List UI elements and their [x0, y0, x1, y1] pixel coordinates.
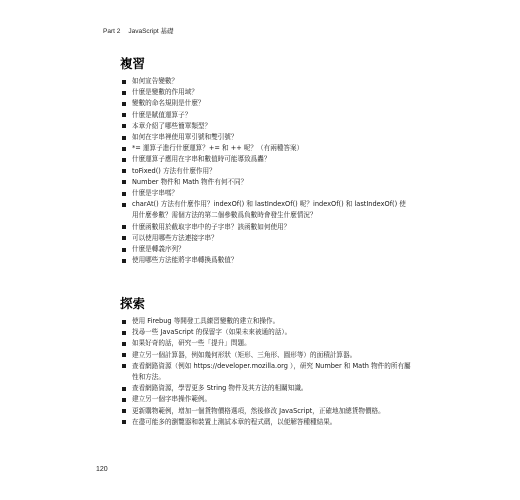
square-bullet-icon [122, 342, 126, 346]
explore-heading: 探索 [120, 296, 146, 311]
explore-section [120, 296, 412, 428]
review-item [132, 98, 412, 109]
square-bullet-icon [122, 409, 126, 413]
explore-item-text: 如果好奇的話，研究一些「提升」問題。 [132, 339, 251, 348]
square-bullet-icon [122, 136, 126, 140]
square-bullet-icon [122, 203, 126, 207]
review-heading: 複習 [120, 56, 146, 71]
square-bullet-icon [122, 102, 126, 106]
review-item-text: *= 運算子進行什麼運算？+= 和 ++ 呢？（有兩種答案） [132, 144, 304, 153]
review-item [132, 121, 412, 132]
square-bullet-icon [122, 147, 126, 151]
review-item-text: 變數的命名規則是什麼？ [132, 99, 205, 108]
running-head [103, 26, 174, 35]
review-list [120, 76, 412, 266]
square-bullet-icon [122, 91, 126, 95]
square-bullet-icon [122, 158, 126, 162]
square-bullet-icon [122, 124, 126, 128]
review-item [132, 132, 412, 143]
square-bullet-icon [122, 398, 126, 402]
explore-item [132, 406, 412, 417]
review-item [132, 110, 412, 121]
explore-item-text: 建立另一個計算器，例如幾何形狀（矩形、三角形、圓形等）的面積計算器。 [132, 350, 357, 359]
explore-item [132, 361, 412, 383]
explore-list [120, 316, 412, 428]
review-item-text: 什麼是變數的作用域？ [132, 88, 198, 97]
explore-item-text: 更新購物範例，增加一個貨物價格選項，然後修改 JavaScript，正確地加總貨物價格。 [132, 406, 385, 415]
review-item [132, 222, 412, 233]
review-item-text: 如何在字串裡使用單引號和雙引號？ [132, 133, 238, 142]
square-bullet-icon [122, 80, 126, 84]
review-item-text: 什麼函數用於截取字串中的子字串？該函數如何使用？ [132, 222, 291, 231]
explore-item-text: 建立另一個字串操作範例。 [132, 395, 212, 404]
review-item-text: 什麼是字串嗎？ [132, 189, 179, 198]
review-item-text: 如何宣告變數？ [132, 77, 179, 85]
square-bullet-icon [122, 248, 126, 252]
square-bullet-icon [122, 192, 126, 196]
explore-item-text: 找尋一些 JavaScript 的保留字（如果未來被通的話）。 [132, 328, 292, 337]
review-item-text: charAt() 方法有什麼作用？indexOf() 和 lastIndexOf() 呢？indexOf() 和 lastIndexOf() 使用什麼參數？需個方法的第二個參數爲負數時會發生什麼情況？ [132, 200, 406, 220]
square-bullet-icon [122, 387, 126, 391]
explore-item [132, 383, 412, 394]
square-bullet-icon [122, 259, 126, 263]
square-bullet-icon [122, 364, 126, 368]
review-item [132, 154, 412, 165]
review-item [132, 76, 412, 87]
part-label: Part 2 [103, 28, 121, 35]
square-bullet-icon [122, 180, 126, 184]
review-item [132, 166, 412, 177]
explore-item [132, 316, 412, 327]
square-bullet-icon [122, 353, 126, 357]
review-item [132, 188, 412, 199]
explore-item [132, 350, 412, 361]
review-item [132, 177, 412, 188]
review-item [132, 143, 412, 154]
review-item-text: 什麼是轉義序列？ [132, 245, 185, 254]
square-bullet-icon [122, 225, 126, 229]
explore-item-text: 查看網路資源，學習更多 String 物件及其方法的相關知識。 [132, 384, 308, 393]
explore-item [132, 417, 412, 428]
review-item-text: 什麼是賦值運算子？ [132, 110, 192, 119]
review-item-text: toFixed() 方法有什麼作用？ [132, 166, 216, 175]
page-number: 120 [96, 466, 108, 473]
review-item [132, 255, 412, 266]
review-item [132, 244, 412, 255]
square-bullet-icon [122, 236, 126, 240]
square-bullet-icon [122, 420, 126, 424]
square-bullet-icon [122, 331, 126, 335]
square-bullet-icon [122, 320, 126, 324]
review-item [132, 199, 412, 221]
review-item-text: Number 物件和 Math 物件有何不同？ [132, 177, 248, 186]
review-item-text: 使用哪些方法能將字串轉換爲數值？ [132, 256, 238, 265]
review-item-text: 什麼運算子應用在字串和數值時可能導致爲轟？ [132, 155, 271, 164]
explore-item [132, 338, 412, 349]
explore-item-text: 使用 Firebug 等開發工具練習變數的建立和操作。 [132, 317, 280, 325]
review-item [132, 233, 412, 244]
square-bullet-icon [122, 169, 126, 173]
chapter-title: JavaScript 基礎 [128, 28, 174, 35]
explore-item-text: 在盡可能多的瀏覽器和裝置上測試本章的程式碼，以便解答種種結果。 [132, 417, 337, 426]
square-bullet-icon [122, 113, 126, 117]
review-item [132, 87, 412, 98]
review-section [120, 56, 412, 266]
review-item-text: 本章介紹了哪些簡單類型？ [132, 121, 212, 130]
explore-item-text: 查看網路資源（例如 https://developer.mozilla.org ），研究 Number 和 Math 物件的所有屬性和方法。 [132, 361, 411, 382]
explore-item [132, 327, 412, 338]
review-item-text: 可以使用哪些方法連接字串？ [132, 233, 218, 242]
explore-item [132, 394, 412, 405]
